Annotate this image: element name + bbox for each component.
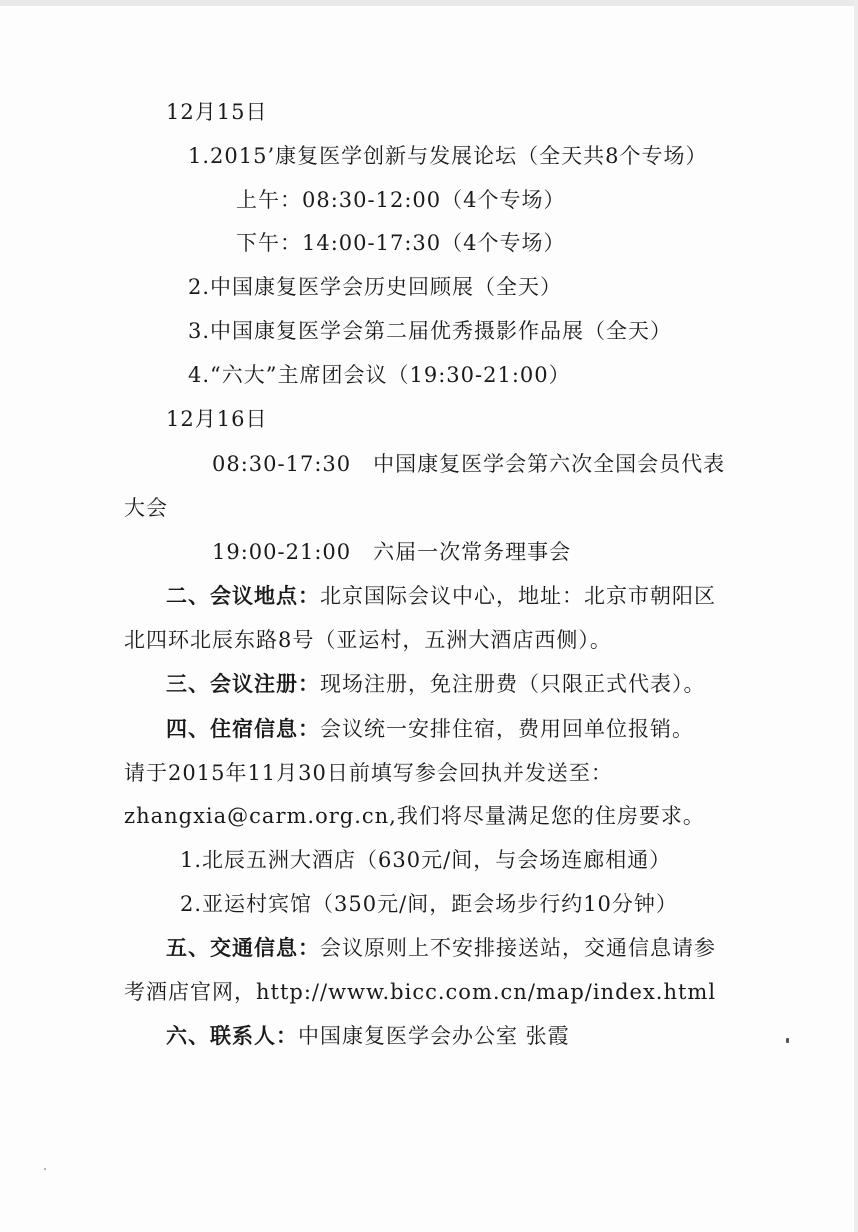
item-forum: 1.2015’康复医学创新与发展论坛（全天共8个专场）: [188, 144, 708, 168]
scan-right-edge: [854, 0, 858, 1232]
section-registration: [166, 670, 706, 698]
date-dec-16: 12月16日: [166, 407, 268, 431]
section-lodging: [166, 715, 694, 743]
section-registration-heading: 三、会议注册：: [166, 671, 320, 696]
hotel-option-1: 1.北辰五洲大酒店（630元/间，与会场连廊相通）: [180, 848, 672, 872]
item-forum-afternoon: 下午：14:00-17:30（4个专场）: [236, 231, 566, 255]
hotel-option-2: 2.亚运村宾馆（350元/间，距会场步行约10分钟）: [180, 892, 678, 916]
section-transport-heading: 五、交通信息：: [166, 935, 320, 960]
congress-line-cont: 大会: [124, 496, 168, 520]
section-lodging-heading: 四、住宿信息：: [166, 716, 320, 741]
scan-speck: [786, 1038, 789, 1043]
date-dec-15: 12月15日: [166, 100, 268, 124]
section-lodging-cont2: zhangxia@carm.org.cn,我们将尽量满足您的住房要求。: [124, 804, 705, 828]
item-history-exhibit: 2.中国康复医学会历史回顾展（全天）: [188, 275, 563, 299]
section-venue: [166, 582, 716, 610]
section-lodging-text: 会议统一安排住宿，费用回单位报销。: [320, 717, 694, 741]
section-venue-heading: 二、会议地点：: [166, 583, 320, 608]
section-registration-text: 现场注册，免注册费（只限正式代表）。: [320, 672, 706, 696]
section-transport-cont: 考酒店官网，http://www.bicc.com.cn/map/index.html: [124, 980, 717, 1004]
section-contact-text: 中国康复医学会办公室 张霞: [298, 1024, 570, 1048]
scan-top-edge: [0, 0, 858, 6]
section-lodging-cont1: 请于2015年11月30日前填写参会回执并发送至：: [124, 761, 613, 785]
section-venue-text: 北京国际会议中心，地址：北京市朝阳区: [320, 584, 716, 608]
section-contact: [166, 1022, 570, 1050]
item-presidium-meeting: 4.“六大”主席团会议（19:30-21:00）: [188, 363, 571, 387]
congress-line: 08:30-17:30 中国康复医学会第六次全国会员代表: [212, 452, 726, 476]
item-photo-exhibit: 3.中国康复医学会第二届优秀摄影作品展（全天）: [188, 319, 673, 343]
scan-speck: [44, 1168, 46, 1170]
section-transport-text: 会议原则上不安排接送站，交通信息请参: [320, 936, 716, 960]
council-line: 19:00-21:00 六届一次常务理事会: [212, 540, 572, 564]
section-contact-heading: 六、联系人：: [166, 1023, 298, 1048]
section-venue-cont: 北四环北辰东路8号（亚运村，五洲大酒店西侧）。: [124, 628, 612, 652]
item-forum-morning: 上午：08:30-12:00（4个专场）: [236, 188, 566, 212]
section-transport: [166, 934, 716, 962]
